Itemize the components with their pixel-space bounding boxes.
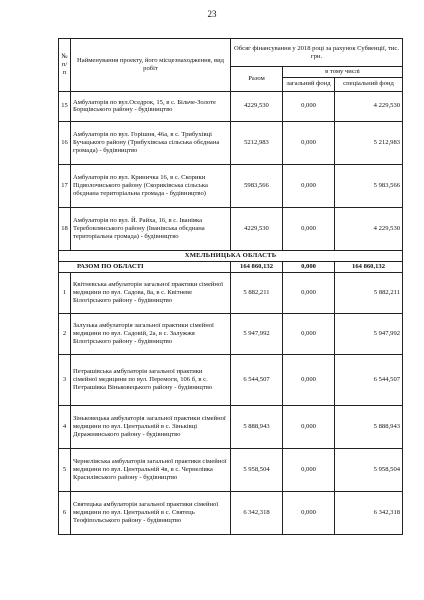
row-number: 5	[59, 448, 71, 491]
row-total: 6 544,507	[231, 354, 283, 405]
table-row	[59, 164, 403, 207]
financing-table	[58, 38, 403, 535]
row-number: 17	[59, 164, 71, 207]
row-general: 0,000	[283, 313, 335, 354]
table-row	[59, 91, 403, 121]
region-total-special: 164 860,132	[335, 261, 403, 272]
row-special: 5 983,566	[335, 164, 403, 207]
row-special: 5 888,943	[335, 405, 403, 448]
row-name: Амбулаторія по вул. Криничка 16, в с. Скорики Підволочиського району (Скориківська сільська обєднана територіальна громада - будівництво)	[71, 164, 231, 207]
row-total: 5212,983	[231, 121, 283, 164]
row-name: Амбулаторія по вул.Оседрок, 15, в с. Більче-Золоте Борщівського району - будівництво	[71, 91, 231, 121]
row-total: 5 947,992	[231, 313, 283, 354]
row-name: Амбулаторія по вул. Й. Райха, 16, в с. Іванівка Теребовлянського району (Іванівська обєднана територіальна громада) - будівництво	[71, 207, 231, 250]
row-number: 1	[59, 272, 71, 313]
row-name: Квітневська амбулаторія загальної практики сімейної медицини по вул. Садова, 8а, в с. Квітневе Білогірського району - будівництво	[71, 272, 231, 313]
row-special: 6 342,318	[335, 491, 403, 534]
table-row	[59, 207, 403, 250]
region-total-label: РАЗОМ ПО ОБЛАСТІ	[59, 261, 231, 272]
row-special: 5 212,983	[335, 121, 403, 164]
row-number: 2	[59, 313, 71, 354]
row-total: 6 342,318	[231, 491, 283, 534]
row-number: 4	[59, 405, 71, 448]
header-col-no: № п/п	[59, 39, 71, 92]
row-general: 0,000	[283, 91, 335, 121]
row-special: 6 544,507	[335, 354, 403, 405]
row-name: Петрашівська амбулаторія загальної практики сімейної медицини по вул. Перемоги, 106 б, в с. Петрашівка Віньковецького району - будівництво	[71, 354, 231, 405]
row-name: Зіньковецька амбулаторія загальної практики сімейної медицини по вул. Центральній в с. Зіньківці Деражнянського району - будівництво	[71, 405, 231, 448]
row-special: 5 958,504	[335, 448, 403, 491]
row-number: 3	[59, 354, 71, 405]
section-block	[59, 250, 403, 272]
section-title: ХМЕЛЬНИЦЬКА ОБЛАСТЬ	[59, 250, 403, 261]
row-name: Залузька амбулаторія загальної практики сімейної медицини по вул. Садовій, 2а, в с. Залужжя Білогірського району - будівництво	[71, 313, 231, 354]
region-total-general: 0,000	[283, 261, 335, 272]
page-number: 23	[207, 9, 217, 19]
header-col-special: спеціальний фонд	[335, 77, 403, 91]
row-number: 16	[59, 121, 71, 164]
header-col-general: загальний фонд	[283, 77, 335, 91]
row-general: 0,000	[283, 207, 335, 250]
row-total: 4229,530	[231, 207, 283, 250]
header-col-name: Найменування проекту, його місцезнаходження, вид робіт	[71, 39, 231, 92]
row-name: Святецька амбулаторія загальної практики сімейної медицини по вул. Центральній в с. Святець Теофіпольського району - будівництво	[71, 491, 231, 534]
row-general: 0,000	[283, 164, 335, 207]
region-total-total: 164 860,132	[231, 261, 283, 272]
table-row	[59, 272, 403, 313]
table-row	[59, 121, 403, 164]
row-special: 4 229,530	[335, 207, 403, 250]
row-special: 5 947,992	[335, 313, 403, 354]
rows-bottom	[59, 272, 403, 534]
row-number: 6	[59, 491, 71, 534]
table-row	[59, 405, 403, 448]
row-total: 4229,530	[231, 91, 283, 121]
table-row	[59, 313, 403, 354]
row-general: 0,000	[283, 405, 335, 448]
row-total: 5 888,943	[231, 405, 283, 448]
row-special: 4 229,530	[335, 91, 403, 121]
row-total: 5983,566	[231, 164, 283, 207]
row-special: 5 882,211	[335, 272, 403, 313]
header-col-incl: в тому числі	[283, 67, 403, 78]
row-name: Амбулаторія по вул. Горішня, 46а, в с. Трибухівці Бучацького району (Трибухівська сільська обєднана громада) - будівництво	[71, 121, 231, 164]
row-number: 18	[59, 207, 71, 250]
row-general: 0,000	[283, 491, 335, 534]
row-general: 0,000	[283, 121, 335, 164]
table-row	[59, 354, 403, 405]
table-row	[59, 448, 403, 491]
row-general: 0,000	[283, 272, 335, 313]
row-general: 0,000	[283, 448, 335, 491]
header-col-total: Разом	[231, 67, 283, 92]
row-number: 15	[59, 91, 71, 121]
rows-top	[59, 91, 403, 250]
row-name: Чернелівська амбулаторія загальної практики сімейної медицини по вул. Центральній 4в, в с. Чернелівка Красилівського району - будівництво	[71, 448, 231, 491]
header-col-funding: Обсяг фінансування у 2018 році за рахунок Субвенції, тис. грн.	[231, 39, 403, 67]
row-total: 5 958,504	[231, 448, 283, 491]
table-header	[59, 39, 403, 92]
table-row	[59, 491, 403, 534]
row-total: 5 882,211	[231, 272, 283, 313]
row-general: 0,000	[283, 354, 335, 405]
